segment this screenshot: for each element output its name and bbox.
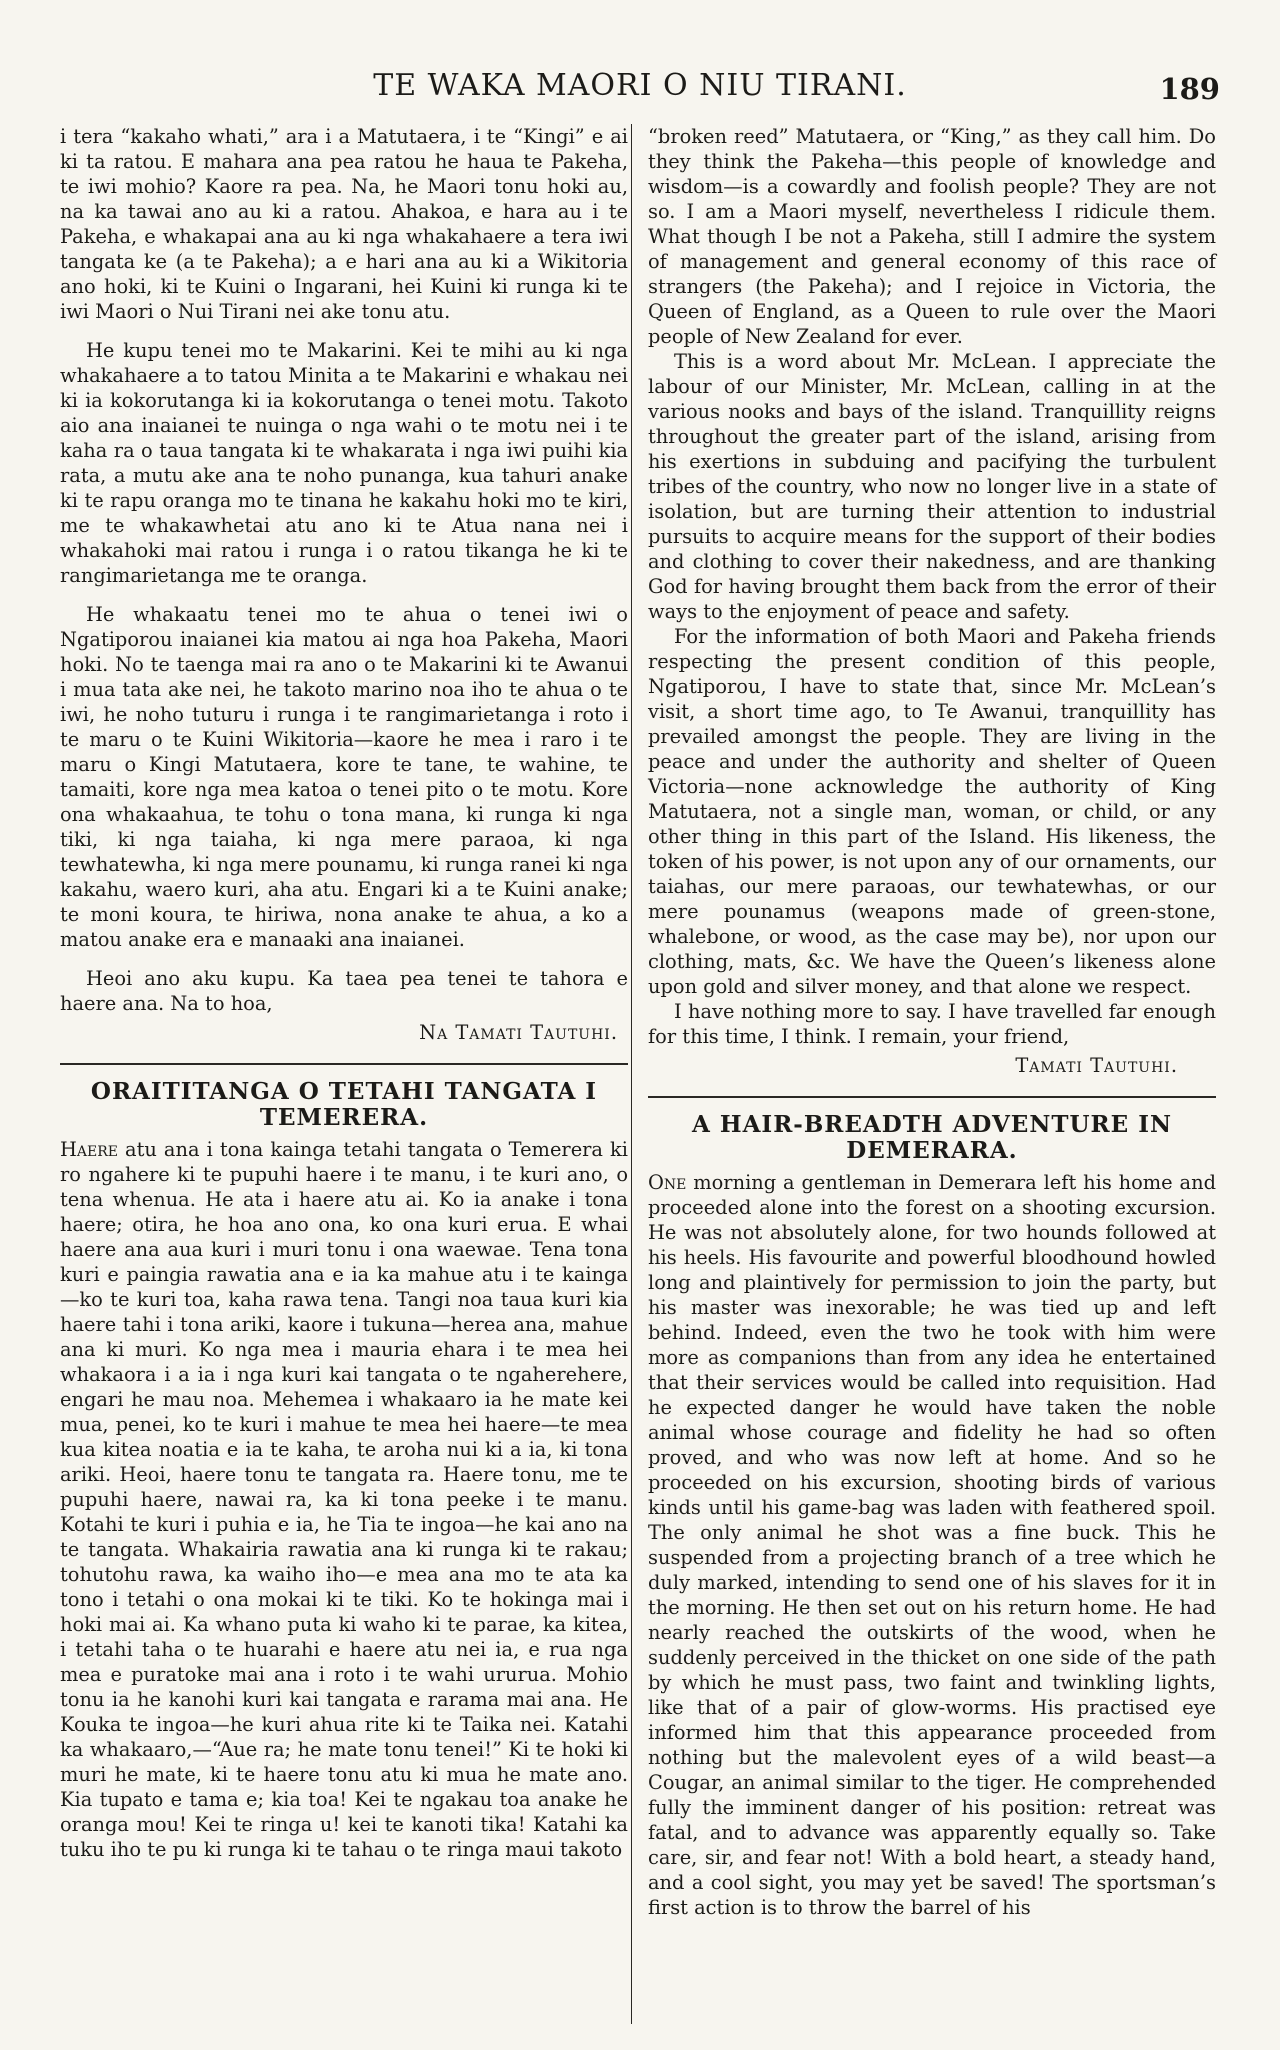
right-column (648, 124, 1216, 1920)
maori-letter-signature: Na Tamati Tautuhi. (419, 1021, 618, 1044)
maori-letter-paragraph-3: He whakaatu tenei mo te ahua o tenei iwi o Ngatiporou inaianei kia matou ai nga hoa Pakeha, Maori hoki. No te taenga mai ra ano o te Makarini ki te Awanui i mua tata ake nei, he takoto marino noa iho te ahua o te iwi, he noho tuturu i runga i te rangimarietanga i roto i te maru o te Kuini Wikitoria—kaore he mea i raro i te maru o Kingi Matutaera, kore te tane, te wahine, te tamaiti, kore nga mea katoa o tenei pito o te motu. Kore ona whakaahua, te tohu o tona mana, ki runga ki nga tiki, ki nga taiaha, ki nga mere paraoa, ki nga tewhatewha, ki nga mere pounamu, ki runga ranei ki nga kakahu, waero kuri, aha atu. Engari ki a te Kuini anake; te moni koura, te hiriwa, nona anake te ahua, a ko a matou anake era e manaaki ana inaianei. (60, 603, 628, 951)
left-column (60, 124, 628, 1862)
english-letter-signature: Tamati Tautuhi. (1015, 1054, 1178, 1077)
page-number: 189 (1159, 72, 1220, 106)
page-header (60, 68, 1220, 108)
english-letter-paragraph-3: For the information of both Maori and Pakeha friends respecting the present condition of this people, Ngatiporou, I have to state that, since Mr. McLean’s visit, a short time ago, to Te Awanui, tranquillity has prevailed amongst the people. They are living in the peace and under the authority and shelter of Queen Victoria—none acknowledge the authority of King Matutaera, not a single man, woman, or child, or any other thing in this part of the Island. His likeness, the token of his power, is not upon any of our ornaments, our taiahas, our mere paraoas, our tewhatewhas, or our mere pounamus (weapons made of green-stone, whalebone, or wood, as the case may be), nor upon our clothing, mats, &c. We have the Queen’s likeness alone upon gold and silver money, and that alone we respect. (648, 625, 1216, 998)
maori-story-heading: ORAITITANGA O TETAHI TANGATA I TEMERERA. (90, 1078, 598, 1131)
section-divider (648, 1096, 1216, 1098)
running-title: TE WAKA MAORI O NIU TIRANI. (373, 68, 907, 103)
english-letter-paragraph-1: “broken reed” Matutaera, or “King,” as they call him. Do they think the Pakeha—this people of knowledge and wisdom—is a cowardly and foolish people? They are not so. I am a Maori myself, nevertheless I ridicule them. What though I be not a Pakeha, still I admire the system of management and general economy of this race of strangers (the Pakeha); and I rejoice in Victoria, the Queen of England, as a Queen to rule over the Maori people of New Zealand for ever. (648, 125, 1216, 348)
english-story-body (648, 1170, 1216, 1920)
english-story-lead-word: One (648, 1171, 687, 1194)
maori-story-body (60, 1137, 628, 1862)
english-story-heading: A HAIR-BREADTH ADVENTURE IN DEMERARA. (692, 1111, 1172, 1164)
maori-story-text: atu ana i tona kainga tetahi tangata o Temerera ki ro ngahere ki te pupuhi haere i te manu, i te kuri ano, o tena whenua. He ata i haere atu ai. Ko ia anake i tona haere; otira, he hoa ano ona, ko ona kuri erua. E whai haere ana aua kuri i muri tonu i ona waewae. Tena tona kuri e paingia rawatia ana e ia ka mahue atu i te kainga—ko te kuri toa, kaha rawa tena. Tangi noa taua kuri kia haere tahi i tona ariki, kaore i tukuna—herea ana, mahue ana ki muri. Ko nga mea i mauria ehara i te mea hei whakaora i a ia i nga kuri kai tangata o te ngaherehere, engari he mau noa. Mehemea i whakaaro ia he mate kei mua, penei, ko te kuri i mahue te mea hei haere—te mea kua kitea noatia e ia te kaha, te aroha nui ki a ia, ki tona ariki. Heoi, haere tonu te tangata ra. Haere tonu, me te pupuhi haere, nawai ra, ka ki tona peeke i te manu. Kotahi te kuri i puhia e ia, he Tia te ingoa—he kai ano na te tangata. Whakairia rawatia ana ki runga ki te rakau; tohutohu rawa, ka waiho iho—e mea ana mo te ata ka tono i tetahi o ona mokai ki te tiki. Ko te hokinga mai i hoki mai ai. Ka whano puta ki waho ki te parae, ka kitea, i tetahi taha o te huarahi e haere atu nei ia, e rua nga mea e puratoke mai ana i roto i te wahi ururua. Mohio tonu ia he kanohi kuri kai tangata e rarama mai ana. He Kouka te ingoa—he kuri ahua rite ki te Taika nei. Katahi ka whakaaro,—“Aue ra; he mate tonu tenei!” Ki te hoki ki muri he mate, ki te haere tonu atu ki mua he mate ano. Kia tupato e tama e; kia toa! Kei te ngakau toa anake he oranga mou! Kei te ringa u! kei te kanoti tika! Katahi ka tuku iho te pu ki runga ki te tahau o te ringa maui takoto (60, 1138, 628, 1861)
english-letter-paragraph-2: This is a word about Mr. McLean. I appreciate the labour of our Minister, Mr. McLean, calling in at the various nooks and bays of the island. Tranquillity reigns throughout the greater part of the island, arising from his exertions in subduing and pacifying the turbulent tribes of the country, who now no longer live in a state of isolation, but are turning their attention to industrial pursuits to acquire means for the support of their bodies and clothing to cover their nakedness, and are thanking God for having brought them back from the error of their ways to the enjoyment of peace and safety. (648, 350, 1216, 623)
column-divider (631, 124, 632, 2024)
english-letter-closing: I have nothing more to say. I have travelled far enough for this time, I think. I remain, your friend, (648, 1000, 1216, 1048)
english-story-text: morning a gentleman in Demerara left his home and proceeded alone into the forest on a shooting excursion. He was not absolutely alone, for two hounds followed at his heels. His favourite and powerful bloodhound howled long and plaintively for permission to join the party, but his master was inexorable; he was tied up and left behind. Indeed, even the two he took with him were more as companions than from any idea he entertained that their services would be called into requisition. Had he expected danger he would have taken the noble animal whose courage and fidelity he had so often proved, and who was now left at home. And so he proceeded on his excursion, shooting birds of various kinds until his game-bag was laden with feathered spoil. The only animal he shot was a fine buck. This he suspended from a projecting branch of a tree which he duly marked, intending to send one of his slaves for it in the morning. He then set out on his return home. He had nearly reached the outskirts of the wood, when he suddenly perceived in the thicket on one side of the path by which he must pass, two faint and twinkling lights, like that of a pair of glow-worms. His practised eye informed him that this appearance proceeded from nothing but the malevolent eyes of a wild beast—a Cougar, an animal similar to the tiger. He comprehended fully the imminent danger of his position: retreat was fatal, and to advance was apparently equally so. Take care, sir, and fear not! With a bold heart, a steady hand, and a cool sight, you may yet be saved! The sportsman’s first action is to throw the barrel of his (648, 1171, 1216, 1919)
maori-letter-paragraph-1: i tera “kakaho whati,” ara i a Matutaera, i te “Kingi” e ai ki ta ratou. E mahara ana pea ratou he haua te Pakeha, te iwi mohio? Kaore ra pea. Na, he Maori tonu hoki au, na ka tawai ano au ki a ratou. Ahakoa, e hara au i te Pakeha, e whakapai ana au ki nga whakahaere a tera iwi tangata ke (a te Pakeha); a e hari ana au ki a Wikitoria ano hoki, ki te Kuini o Ingarani, hei Kuini ki runga ki te iwi Maori o Nui Tirani nei ake tonu atu. (60, 125, 628, 323)
maori-letter-paragraph-2: He kupu tenei mo te Makarini. Kei te mihi au ki nga whakahaere a to tatou Minita a te Makarini e whakau nei ki ia kokorutanga ki ia kokorutanga o tenei motu. Takoto aio ana inaianei te nuinga o nga wahi o te motu nei i te kaha ra o taua tangata ki te whakarata i nga iwi puihi kia rata, a mutu ake ana te noho punanga, kua tahuri anake ki te rapu oranga mo te tinana he kakahu hoki mo te kiri, me te whakawhetai atu ano ki te Atua nana nei i whakahoki mai ratou i runga i o ratou tikanga he ki te rangimarietanga me te oranga. (60, 339, 628, 587)
maori-letter-closing: Heoi ano aku kupu. Ka taea pea tenei te tahora e haere ana. Na to hoa, (60, 967, 628, 1015)
maori-story-lead-word: Haere (60, 1138, 119, 1161)
section-divider (60, 1063, 628, 1065)
